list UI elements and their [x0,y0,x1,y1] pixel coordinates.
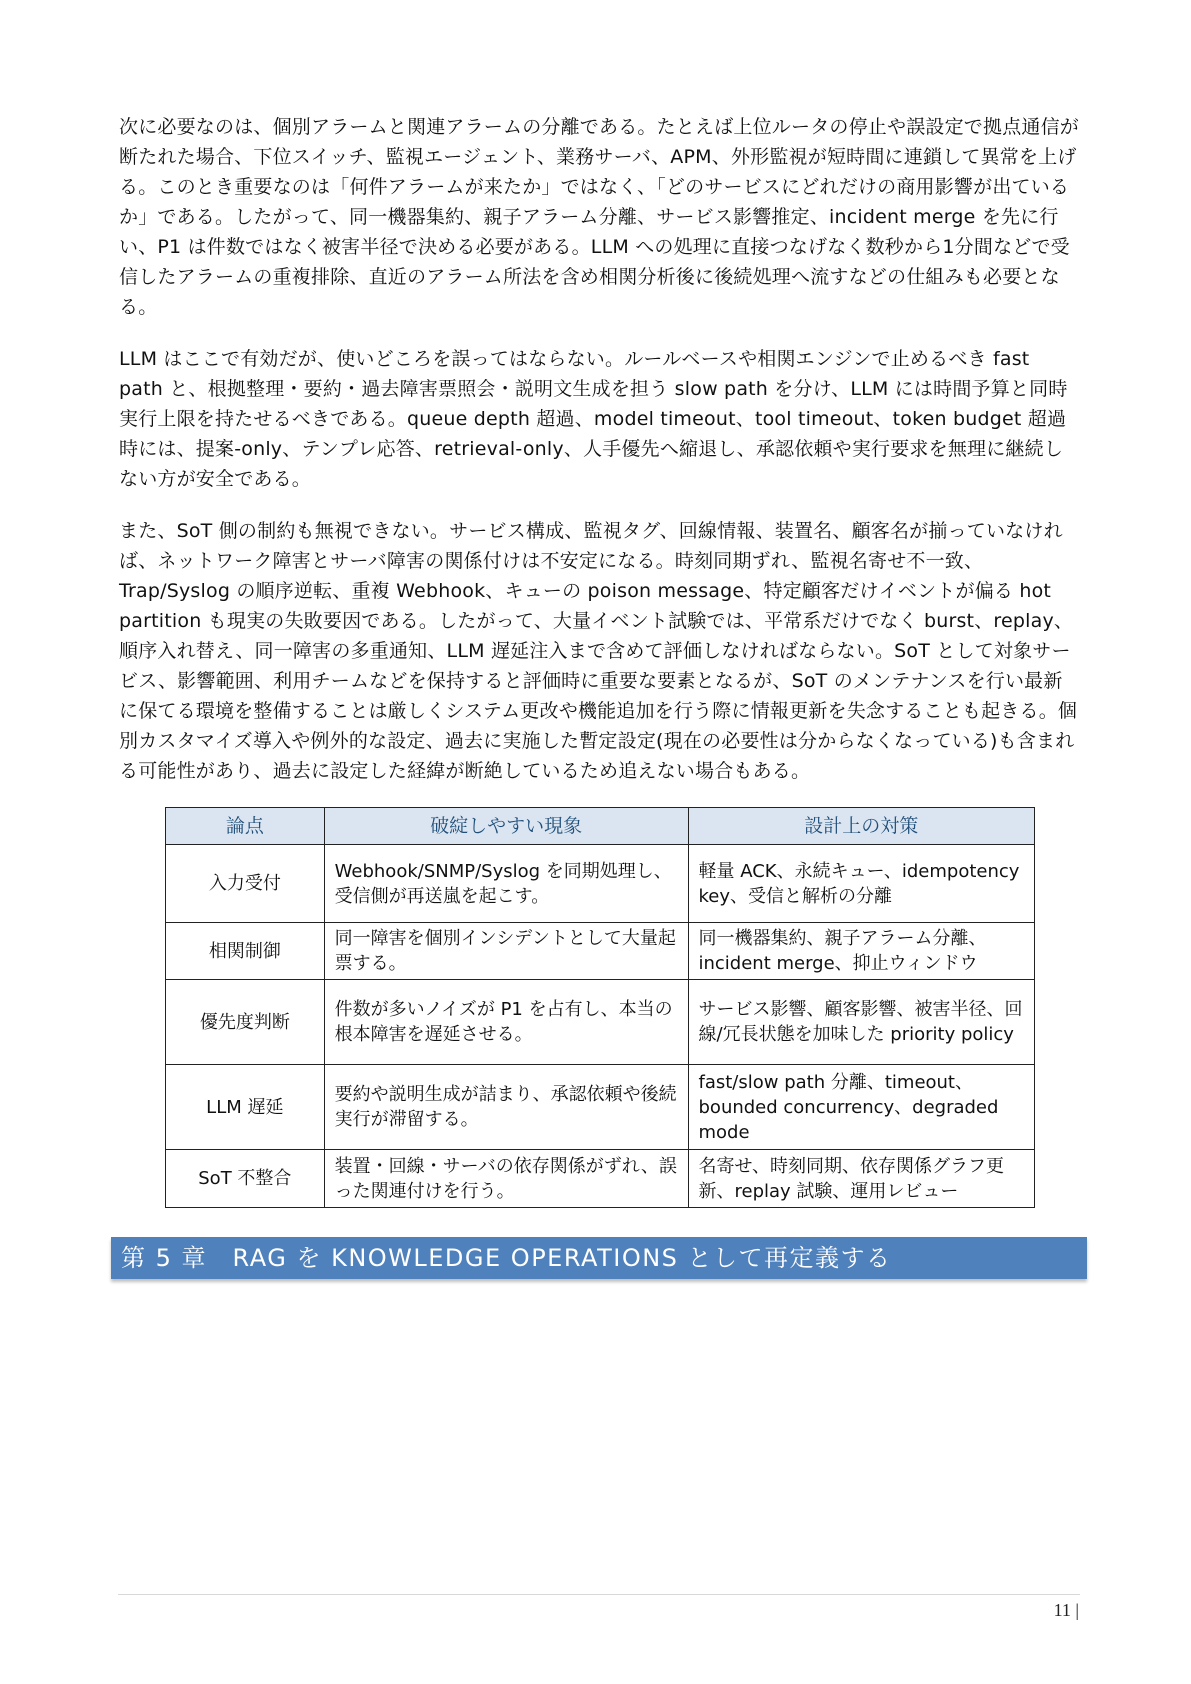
table-header-row [166,808,1035,845]
header-failure-phenomenon: 破綻しやすい現象 [324,808,688,845]
table-cell-issue: 入力受付 [166,845,325,923]
body-paragraph-llm-usage: LLM はここで有効だが、使いどころを誤ってはならない。ルールベースや相関エンジンで止めるべき fast path と、根拠整理・要約・過去障害票照会・説明文生成を担う slow path を分け、LLM には時間予算と同時実行上限を持たせるべきである。queue depth 超過、model timeout、tool timeout、token budget 超過時には、提案-only、テンプレ応答、retrieval-only、人手優先へ縮退し、承認依頼や実行要求を無理に継続しない方が安全である。 [119,348,1068,490]
table-cell-phenomenon: 件数が多いノイズが P1 を占有し、本当の根本障害を遅延させる。 [324,980,688,1065]
table-row [166,845,1035,923]
table-cell-issue: 優先度判断 [166,980,325,1065]
table-cell-issue: LLM 遅延 [166,1065,325,1150]
footer-divider [118,1594,1080,1595]
table-cell-countermeasure: 名寄せ、時刻同期、依存関係グラフ更新、replay 試験、運用レビュー [688,1150,1035,1208]
table-cell-countermeasure: サービス影響、顧客影響、被害半径、回線/冗長状態を加味した priority policy [688,980,1035,1065]
table-cell-issue: 相関制御 [166,923,325,980]
table-cell-issue: SoT 不整合 [166,1150,325,1208]
table-cell-countermeasure: fast/slow path 分離、timeout、bounded concurrency、degraded mode [688,1065,1035,1150]
table-cell-phenomenon: Webhook/SNMP/Syslog を同期処理し、受信側が再送嵐を起こす。 [324,845,688,923]
chapter-heading: 第 5 章 RAG を KNOWLEDGE OPERATIONS として再定義する [111,1237,1087,1279]
body-paragraph-alarm-separation: 次に必要なのは、個別アラームと関連アラームの分離である。たとえば上位ルータの停止や誤設定で拠点通信が断たれた場合、下位スイッチ、監視エージェント、業務サーバ、APM、外形監視が短時間に連鎖して異常を上げる。このとき重要なのは「何件アラームが来たか」ではなく、「どのサービスにどれだけの商用影響が出ているか」である。したがって、同一機器集約、親子アラーム分離、サービス影響推定、incident merge を先に行い、P1 は件数ではなく被害半径で決める必要がある。LLM への処理に直接つなげなく数秒から1分間などで受信したアラームの重複排除、直近のアラーム所法を含め相関分析後に後続処理へ流すなどの仕組みも必要となる。 [119,116,1080,318]
table-cell-phenomenon: 同一障害を個別インシデントとして大量起票する。 [324,923,688,980]
table-cell-phenomenon: 要約や説明生成が詰まり、承認依頼や後続実行が滞留する。 [324,1065,688,1150]
table-cell-phenomenon: 装置・回線・サーバの依存関係がずれ、誤った関連付けを行う。 [324,1150,688,1208]
table-row [166,1150,1035,1208]
header-design-countermeasure: 設計上の対策 [688,808,1035,845]
table-cell-countermeasure: 同一機器集約、親子アラーム分離、incident merge、抑止ウィンドウ [688,923,1035,980]
page-number: 11 | [1053,1600,1079,1620]
table-row [166,923,1035,980]
header-issue: 論点 [166,808,325,845]
table-row [166,980,1035,1065]
issues-countermeasures-table [165,807,1035,1208]
table-row [166,1065,1035,1150]
table-cell-countermeasure: 軽量 ACK、永続キュー、idempotency key、受信と解析の分離 [688,845,1035,923]
body-paragraph-sot-constraints: また、SoT 側の制約も無視できない。サービス構成、監視タグ、回線情報、装置名、顧客名が揃っていなければ、ネットワーク障害とサーバ障害の関係付けは不安定になる。時刻同期ずれ、監視名寄せ不一致、Trap/Syslog の順序逆転、重複 Webhook、キューの poison message、特定顧客だけイベントが偏る hot partition も現実の失敗要因である。したがって、大量イベント試験では、平常系だけでなく burst、replay、順序入れ替え、同一障害の多重通知、LLM 遅延注入まで含めて評価しなければならない。SoT として対象サービス、影響範囲、利用チームなどを保持すると評価時に重要な要素となるが、SoT のメンテナンスを行い最新に保てる環境を整備することは厳しくシステム更改や機能追加を行う際に情報更新を失念することも起きる。個別カスタマイズ導入や例外的な設定、過去に実施した暫定設定(現在の必要性は分からなくなっている)も含まれる可能性があり、過去に設定した経緯が断絶しているため追えない場合もある。 [119,520,1078,782]
